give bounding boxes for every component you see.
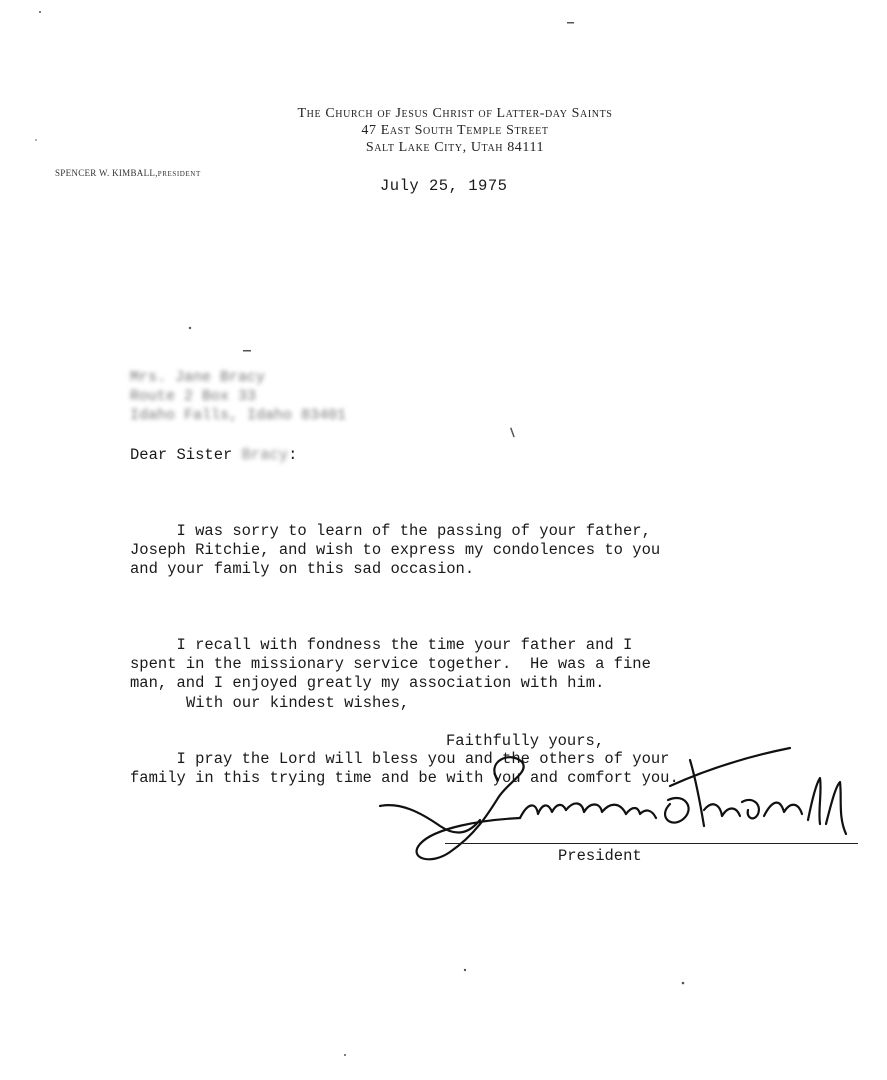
letterhead <box>230 105 680 156</box>
letter-date: July 25, 1975 <box>380 177 508 195</box>
signoff: Faithfully yours, <box>446 732 605 750</box>
signature-line <box>445 843 858 844</box>
recipient-street: Route 2 Box 33 <box>130 388 257 405</box>
salutation <box>130 446 297 464</box>
salutation-name: Bracy <box>241 446 289 464</box>
body-paragraph: I was sorry to learn of the passing of your father, Joseph Ritchie, and wish to express my condolences to you and your family on this sad occasion. <box>130 522 661 578</box>
recipient-name: Mrs. Jane Bracy <box>130 369 266 386</box>
recipient-city: Idaho Falls, Idaho 83401 <box>130 407 347 424</box>
body-paragraph: I pray the Lord will bless you and the others of your family in this trying time and be with you and comfort you. <box>130 750 679 787</box>
letterhead-organization: The Church of Jesus Christ of Latter-day Saints <box>297 106 613 121</box>
president-name: SPENCER W. KIMBALL, <box>55 168 158 178</box>
letterhead-street: 47 East South Temple Street <box>361 123 549 138</box>
salutation-suffix: : <box>288 446 298 464</box>
president-tag <box>55 168 201 178</box>
letterhead-city: Salt Lake City, Utah 84111 <box>365 140 545 155</box>
salutation-prefix: Dear Sister <box>130 446 242 464</box>
recipient-address <box>130 368 346 425</box>
closing-line: With our kindest wishes, <box>186 694 410 712</box>
president-role: PRESIDENT <box>157 170 201 178</box>
body-paragraph: I recall with fondness the time your father and I spent in the missionary service together. He was a fine man, and I enjoyed greatly my association with him. <box>130 636 651 692</box>
signature-title: President <box>558 847 642 865</box>
